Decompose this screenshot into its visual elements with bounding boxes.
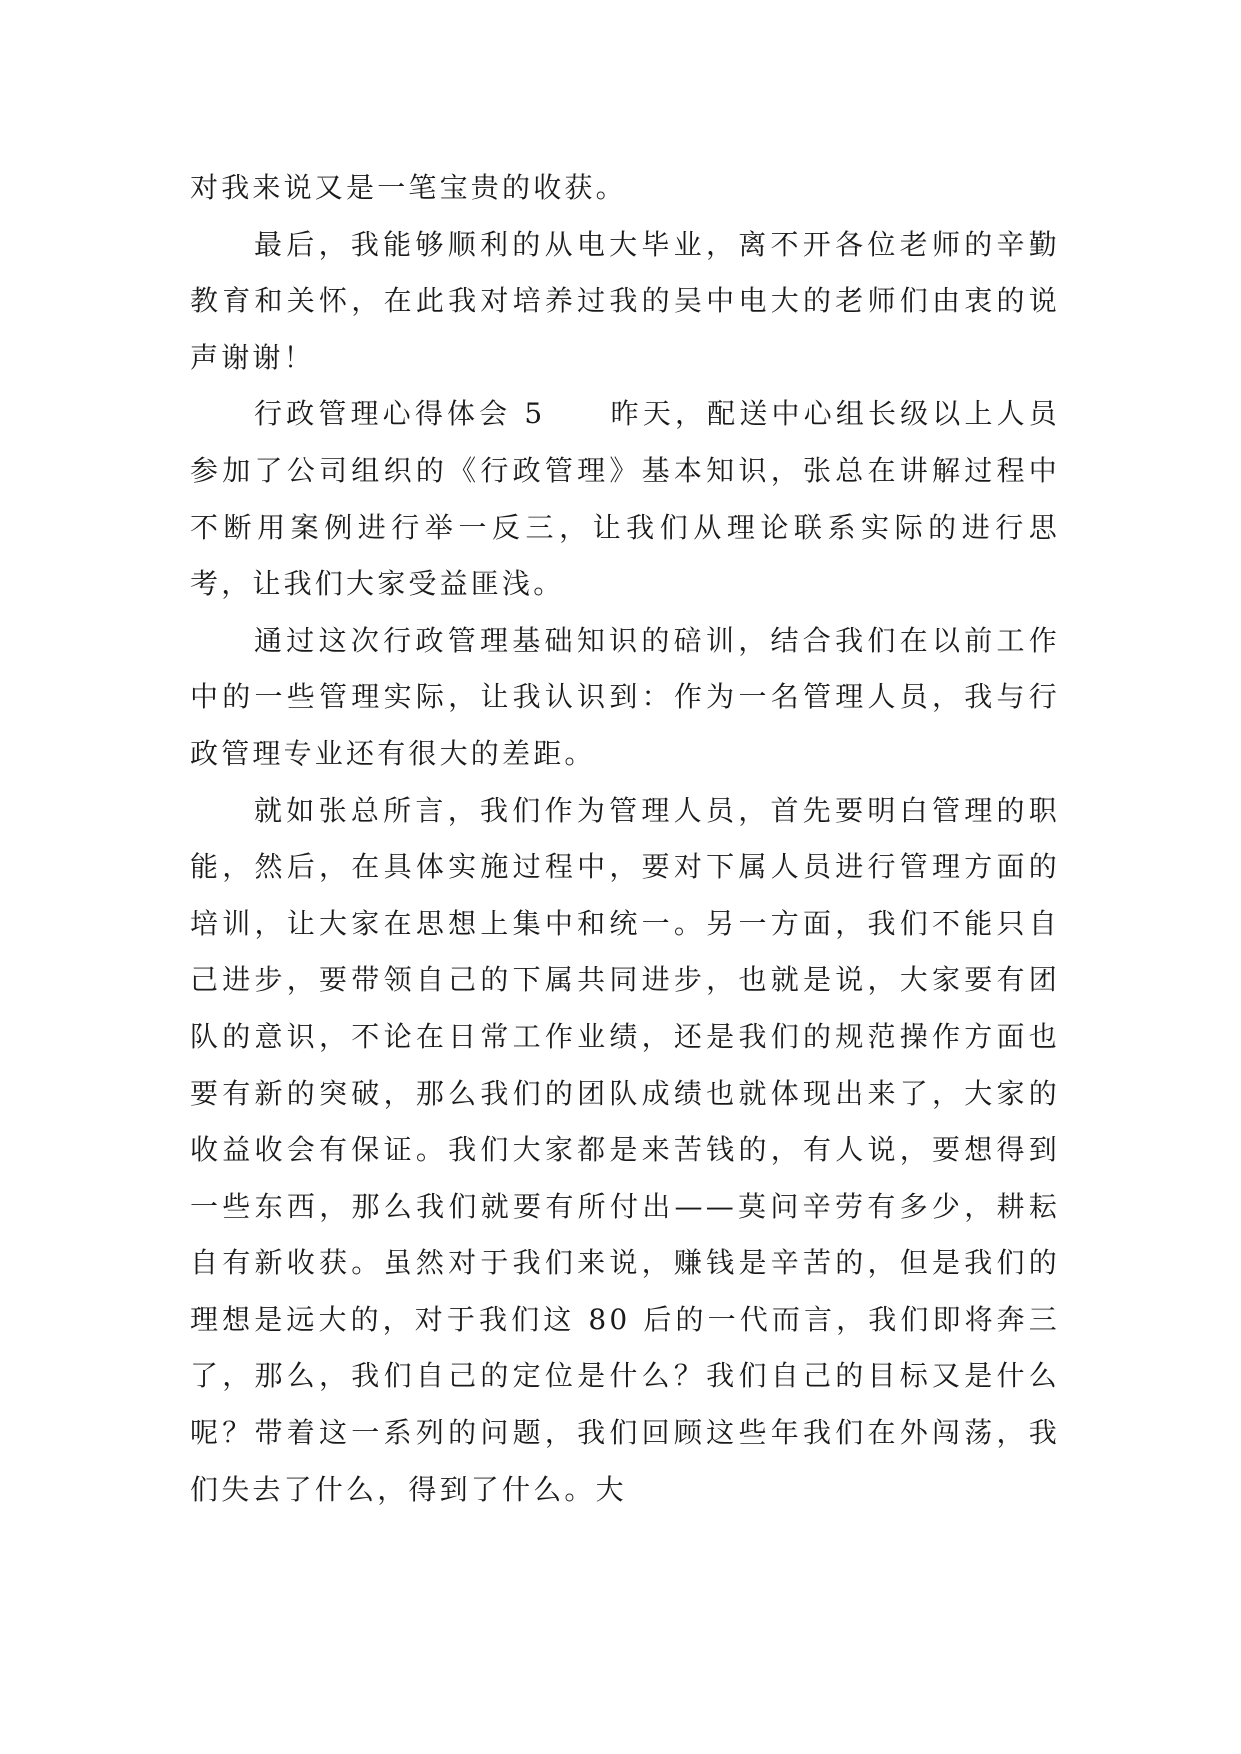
paragraph: 就如张总所言，我们作为管理人员，首先要明白管理的职能，然后，在具体实施过程中，要对下属人员进行管理方面的培训，让大家在思想上集中和统一。另一方面，我们不能只自己进步，要带领自己的下属共同进步，也就是说，大家要有团队的意识，不论在日常工作业绩，还是我们的规范操作方面也要有新的突破，那么我们的团队成绩也就体现出来了，大家的收益收会有保证。我们大家都是来苦钱的，有人说，要想得到一些东西，那么我们就要有所付出——莫问辛劳有多少，耕耘自有新收获。虽然对于我们来说，赚钱是辛苦的，但是我们的理想是远大的，对于我们这 80 后的一代而言，我们即将奔三了，那么，我们自己的定位是什么？我们自己的目标又是什么呢？带着这一系列的问题，我们回顾这些年我们在外闯荡，我们失去了什么，得到了什么。大 — [190, 793, 1060, 1506]
paragraph: 通过这次行政管理基础知识的碚训，结合我们在以前工作中的一些管理实际，让我认识到：作为一名管理人员，我与行政管理专业还有很大的差距。 — [190, 623, 1060, 770]
document-body — [190, 160, 1060, 1518]
paragraph: 对我来说又是一笔宝贵的收获。 — [190, 171, 627, 204]
paragraph: 最后，我能够顺利的从电大毕业，离不开各位老师的辛勤教育和关怀，在此我对培养过我的吴中电大的老师们由衷的说声谢谢！ — [190, 227, 1060, 374]
paragraph: 行政管理心得体会 5 昨天，配送中心组长级以上人员参加了公司组织的《行政管理》基本知识，张总在讲解过程中不断用案例进行举一反三，让我们从理论联系实际的进行思考，让我们大家受益匪浅。 — [190, 397, 1060, 601]
